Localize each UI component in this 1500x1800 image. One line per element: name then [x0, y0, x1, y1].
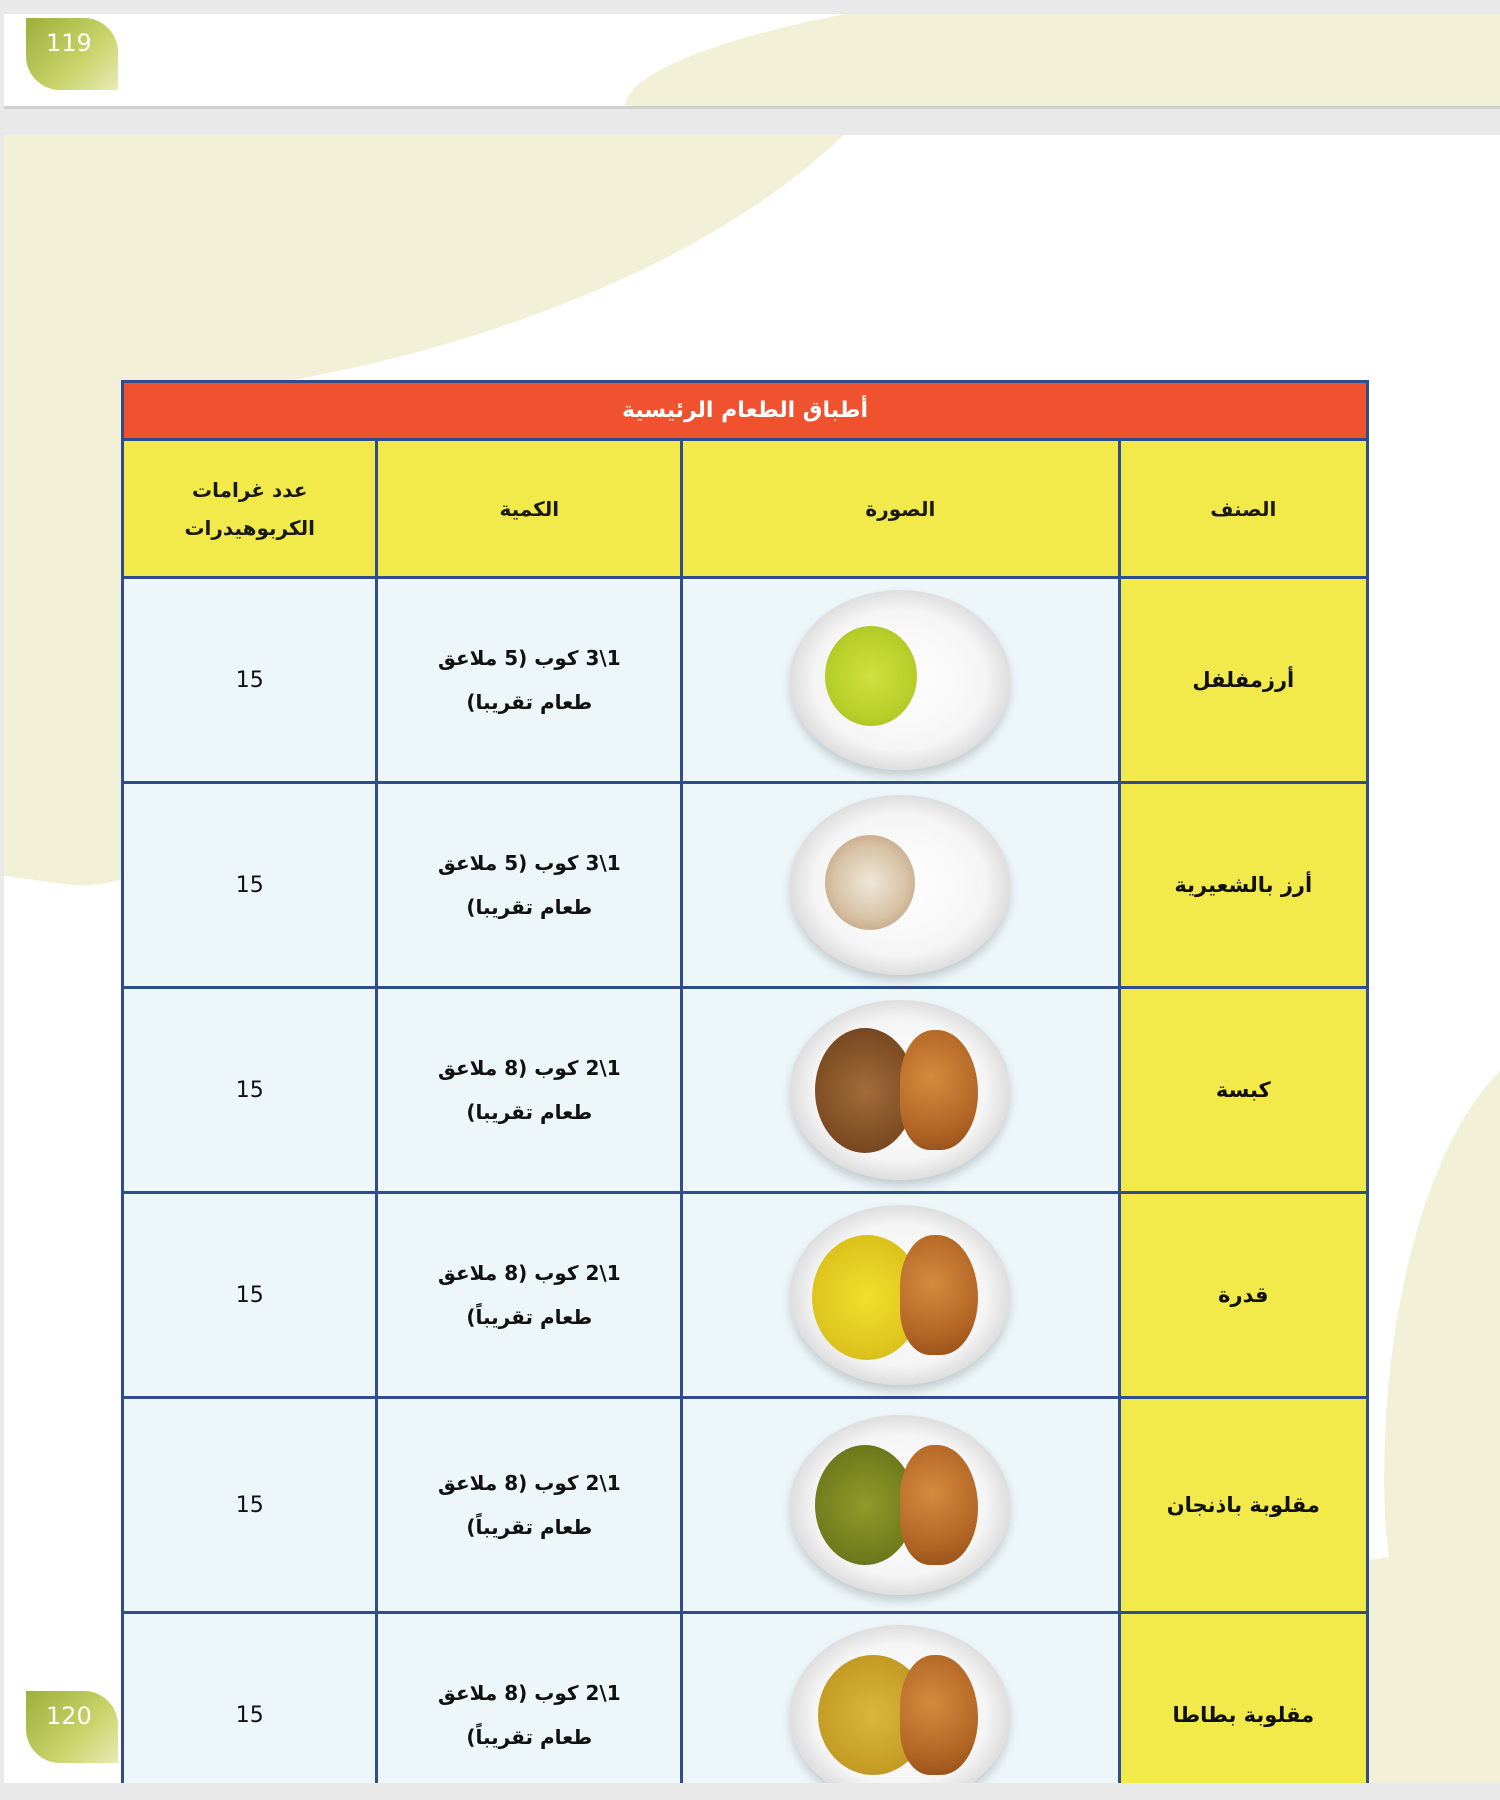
- header-carbs: [123, 440, 377, 578]
- chicken-icon: [900, 1235, 978, 1355]
- rice-icon: [825, 835, 915, 930]
- plate-maqluba-eggplant-icon: [790, 1415, 1010, 1595]
- dish-name: كبسة: [1119, 988, 1367, 1193]
- dish-image-cell: [682, 783, 1119, 988]
- chicken-icon: [900, 1030, 978, 1150]
- plate-rice-vermicelli-icon: [790, 795, 1010, 975]
- plate-maqluba-potato-icon: [790, 1625, 1010, 1783]
- table-row: [123, 1613, 1368, 1784]
- page-number-badge-bottom: 120: [26, 1691, 118, 1763]
- quantity-line2: طعام تقريباً): [466, 1725, 593, 1749]
- dish-quantity: [377, 1193, 682, 1398]
- dish-carbs: 15: [123, 1613, 377, 1784]
- plate-rice-green-icon: [790, 590, 1010, 770]
- table-row: [123, 578, 1368, 783]
- plate-kabsa-chicken-icon: [790, 1000, 1010, 1180]
- dish-carbs: 15: [123, 1398, 377, 1613]
- dish-quantity: [377, 783, 682, 988]
- dish-carbs: 15: [123, 1193, 377, 1398]
- dish-quantity: [377, 988, 682, 1193]
- dish-image-cell: [682, 578, 1119, 783]
- dish-name: قدرة: [1119, 1193, 1367, 1398]
- quantity-line1: 1\3 كوب (5 ملاعق: [437, 646, 621, 670]
- plate-qidra-chicken-icon: [790, 1205, 1010, 1385]
- quantity-line2: طعام تقريبا): [466, 690, 593, 714]
- header-carbs-line1: عدد غرامات: [192, 477, 308, 502]
- dish-quantity: [377, 578, 682, 783]
- quantity-line1: 1\2 كوب (8 ملاعق: [437, 1471, 621, 1495]
- quantity-line1: 1\2 كوب (8 ملاعق: [437, 1261, 621, 1285]
- dish-carbs: 15: [123, 988, 377, 1193]
- quantity-line1: 1\2 كوب (8 ملاعق: [437, 1681, 621, 1705]
- previous-page-strip: [4, 14, 1500, 109]
- quantity-line1: 1\2 كوب (8 ملاعق: [437, 1056, 621, 1080]
- dish-image-cell: [682, 1398, 1119, 1613]
- table-title: أطباق الطعام الرئيسية: [123, 382, 1368, 440]
- dish-name: أرز بالشعيرية: [1119, 783, 1367, 988]
- main-dishes-table: [121, 380, 1369, 1783]
- table-row: [123, 783, 1368, 988]
- quantity-line2: طعام تقريباً): [466, 1515, 593, 1539]
- dish-name: مقلوبة بطاطا: [1119, 1613, 1367, 1784]
- dish-name: أرزمفلفل: [1119, 578, 1367, 783]
- quantity-line2: طعام تقريبا): [466, 1100, 593, 1124]
- table-row: [123, 988, 1368, 1193]
- dish-carbs: 15: [123, 783, 377, 988]
- header-image: الصورة: [682, 440, 1119, 578]
- dish-image-cell: [682, 1613, 1119, 1784]
- quantity-line1: 1\3 كوب (5 ملاعق: [437, 851, 621, 875]
- header-quantity: الكمية: [377, 440, 682, 578]
- table-row: [123, 1193, 1368, 1398]
- dish-quantity: [377, 1613, 682, 1784]
- chicken-icon: [900, 1445, 978, 1565]
- dish-image-cell: [682, 988, 1119, 1193]
- table-row: [123, 1398, 1368, 1613]
- quantity-line2: طعام تقريبا): [466, 895, 593, 919]
- header-category: الصنف: [1119, 440, 1367, 578]
- rice-icon: [825, 626, 917, 726]
- dish-carbs: 15: [123, 578, 377, 783]
- header-carbs-line2: الكربوهيدرات: [184, 515, 315, 540]
- chicken-icon: [900, 1655, 978, 1775]
- page-number-badge-top: 119: [26, 18, 118, 90]
- dish-image-cell: [682, 1193, 1119, 1398]
- decorative-wave: [618, 14, 1500, 109]
- current-page: [4, 135, 1500, 1783]
- dish-name: مقلوبة باذنجان: [1119, 1398, 1367, 1613]
- dish-quantity: [377, 1398, 682, 1613]
- quantity-line2: طعام تقريباً): [466, 1305, 593, 1329]
